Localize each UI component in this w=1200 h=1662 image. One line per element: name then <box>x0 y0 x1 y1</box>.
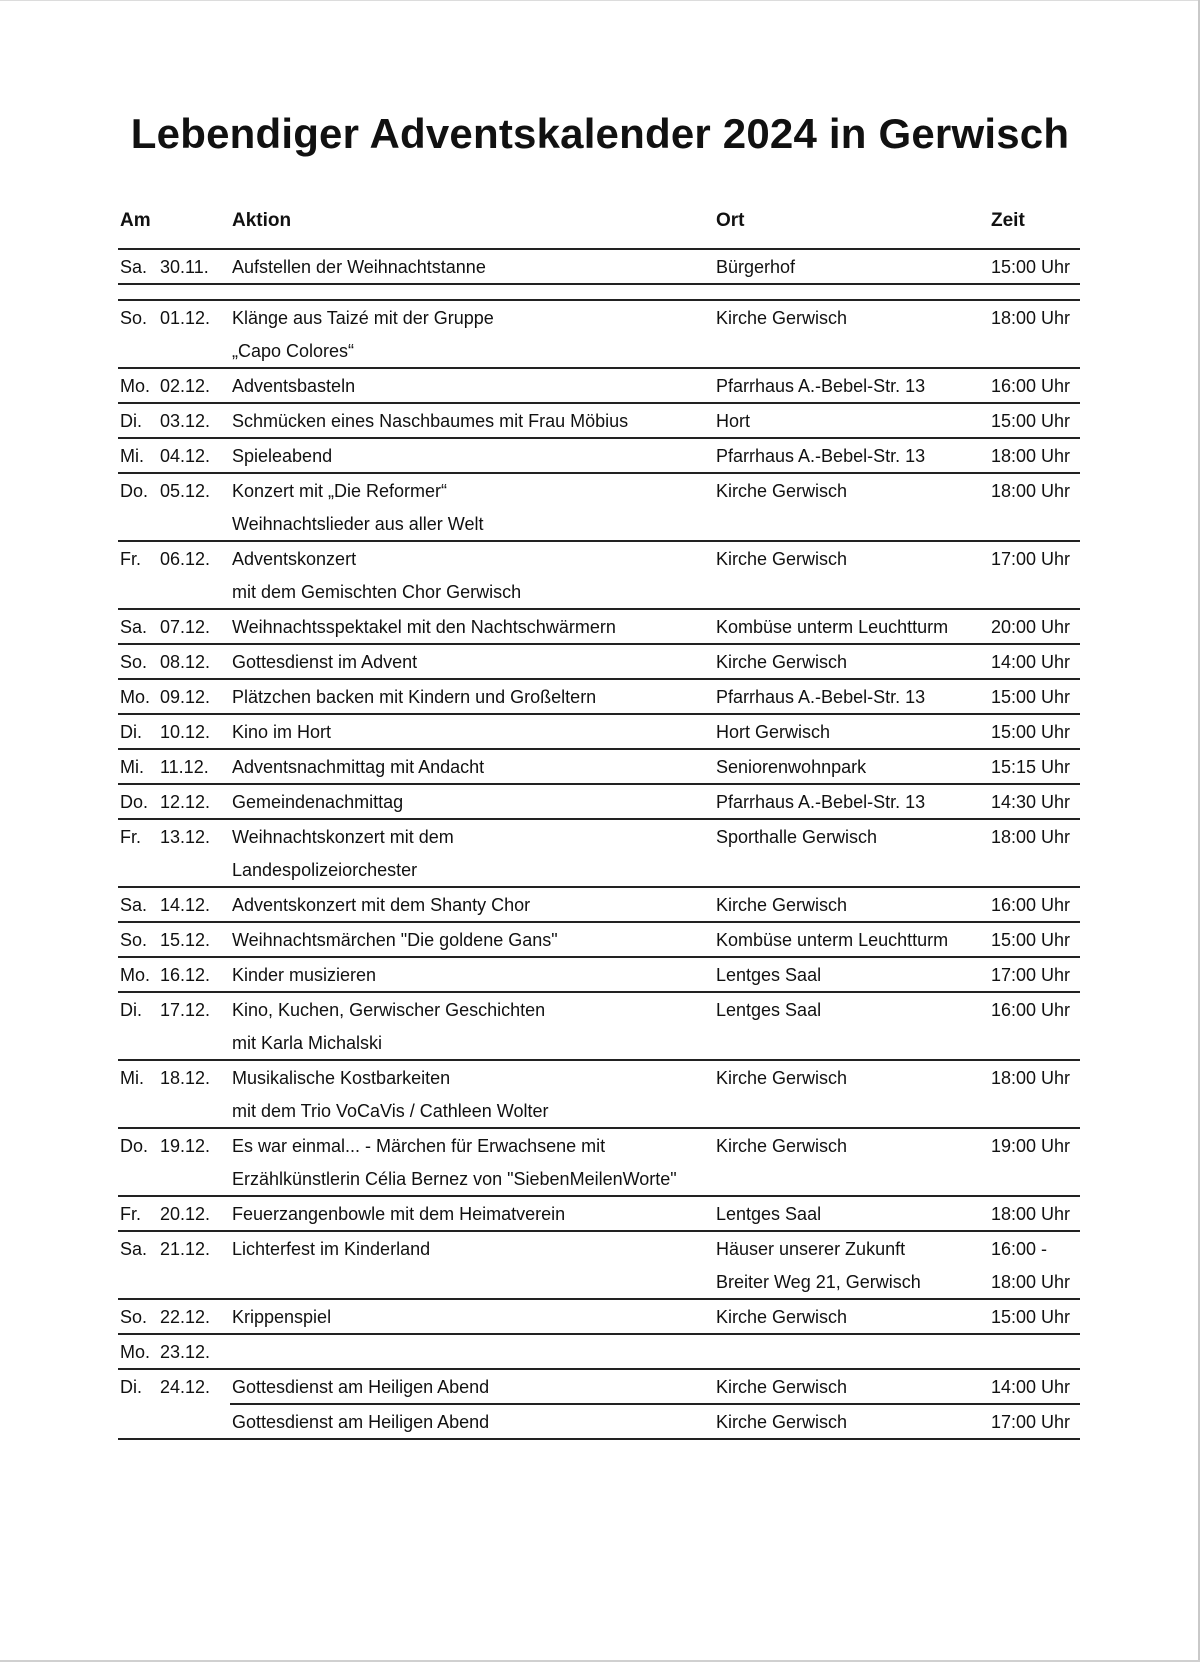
cell-action: mit Karla Michalski <box>232 1033 383 1053</box>
table-row <box>118 785 1080 820</box>
cell-action: mit dem Gemischten Chor Gerwisch <box>232 582 522 602</box>
row-line <box>118 1232 1080 1265</box>
cell-date: 01.12. <box>160 308 211 328</box>
row-line <box>118 507 1080 540</box>
cell-zeit: 16:00 - <box>991 1239 1048 1259</box>
cell-date: 10.12. <box>160 722 211 742</box>
cell-ort: Häuser unserer Zukunft <box>716 1239 906 1259</box>
row-line <box>118 1335 1080 1368</box>
cell-action: Plätzchen backen mit Kindern und Großeltern <box>232 687 597 707</box>
cell-zeit: 15:00 Uhr <box>991 1307 1071 1327</box>
row-line <box>118 369 1080 402</box>
row-line <box>118 958 1080 991</box>
cell-ort: Kirche Gerwisch <box>716 1307 848 1327</box>
cell-zeit: 14:00 Uhr <box>991 652 1071 672</box>
cell-zeit: 18:00 Uhr <box>991 446 1071 466</box>
cell-day: So. <box>120 1307 148 1327</box>
row-line <box>118 750 1080 783</box>
cell-ort: Lentges Saal <box>716 1204 822 1224</box>
table-header <box>118 200 1080 250</box>
table-row <box>118 1061 1080 1129</box>
cell-day: Mi. <box>120 757 144 777</box>
cell-date: 17.12. <box>160 1000 211 1020</box>
table-row <box>118 820 1080 888</box>
row-line <box>118 404 1080 437</box>
table-row <box>118 993 1080 1061</box>
cell-date: 19.12. <box>160 1136 211 1156</box>
cell-zeit: 16:00 Uhr <box>991 895 1071 915</box>
row-line <box>118 575 1080 608</box>
row-line <box>118 474 1080 507</box>
cell-zeit: 18:00 Uhr <box>991 308 1071 328</box>
cell-action: Adventskonzert mit dem Shanty Chor <box>232 895 531 915</box>
cell-action: Weihnachtsspektakel mit den Nachtschwärmern <box>232 617 616 637</box>
cell-day: Mi. <box>120 1068 144 1088</box>
cell-date: 18.12. <box>160 1068 211 1088</box>
cell-day: Fr. <box>120 549 141 569</box>
cell-day: Di. <box>120 411 142 431</box>
cell-ort: Hort Gerwisch <box>716 722 831 742</box>
row-line <box>120 1370 1080 1403</box>
cell-action: Landespolizeiorchester <box>232 860 418 880</box>
table-row <box>118 610 1080 645</box>
row-line <box>118 645 1080 678</box>
cell-day: Sa. <box>120 895 148 915</box>
cell-ort: Seniorenwohnpark <box>716 757 867 777</box>
table-row <box>118 1197 1080 1232</box>
cell-action: Konzert mit „Die Reformer“ <box>232 481 448 501</box>
cell-zeit: 16:00 Uhr <box>991 376 1071 396</box>
table-row <box>118 923 1080 958</box>
cell-action: Weihnachtslieder aus aller Welt <box>232 514 484 534</box>
cell-date: 08.12. <box>160 652 211 672</box>
cell-zeit: 18:00 Uhr <box>991 827 1071 847</box>
cell-day: Do. <box>120 481 149 501</box>
cell-action: Gottesdienst am Heiligen Abend <box>232 1412 490 1432</box>
cell-ort: Breiter Weg 21, Gerwisch <box>716 1272 921 1292</box>
table-row <box>118 645 1080 680</box>
row-line <box>118 610 1080 643</box>
cell-action: Spieleabend <box>232 446 333 466</box>
table-row <box>118 1335 1080 1370</box>
cell-date: 04.12. <box>160 446 211 466</box>
row-line <box>118 715 1080 748</box>
cell-action: mit dem Trio VoCaVis / Cathleen Wolter <box>232 1101 549 1121</box>
table-row <box>118 250 1080 285</box>
cell-action: Klänge aus Taizé mit der Gruppe <box>232 308 494 328</box>
cell-action: Musikalische Kostbarkeiten <box>232 1068 451 1088</box>
cell-ort: Pfarrhaus A.-Bebel-Str. 13 <box>716 376 926 396</box>
cell-ort: Kirche Gerwisch <box>716 1136 848 1156</box>
cell-ort: Bürgerhof <box>716 257 796 277</box>
table-row <box>118 439 1080 474</box>
cell-day: Mo. <box>120 687 151 707</box>
cell-zeit: 14:00 Uhr <box>991 1377 1071 1397</box>
cell-zeit: 18:00 Uhr <box>991 481 1071 501</box>
cell-day: Di. <box>120 722 142 742</box>
cell-action: Schmücken eines Naschbaumes mit Frau Möbius <box>232 411 629 431</box>
row-line <box>118 923 1080 956</box>
scan-edge-top <box>0 0 1200 1</box>
table-row <box>118 680 1080 715</box>
cell-zeit: 20:00 Uhr <box>991 617 1071 637</box>
cell-ort: Kirche Gerwisch <box>716 308 848 328</box>
table-row <box>118 542 1080 610</box>
cell-ort: Kombüse unterm Leuchtturm <box>716 617 949 637</box>
cell-date: 02.12. <box>160 376 211 396</box>
cell-date: 14.12. <box>160 895 211 915</box>
row-line <box>118 1026 1080 1059</box>
cell-zeit: 17:00 Uhr <box>991 1412 1071 1432</box>
table-row <box>118 474 1080 542</box>
row-line <box>118 1300 1080 1333</box>
cell-zeit: 15:15 Uhr <box>991 757 1071 777</box>
cell-date: 07.12. <box>160 617 211 637</box>
cell-zeit: 18:00 Uhr <box>991 1272 1071 1292</box>
cell-date: 13.12. <box>160 827 211 847</box>
cell-date: 21.12. <box>160 1239 211 1259</box>
cell-zeit: 15:00 Uhr <box>991 930 1071 950</box>
cell-day: Sa. <box>120 1239 148 1259</box>
cell-day: Sa. <box>120 617 148 637</box>
table-row <box>118 750 1080 785</box>
event-table <box>118 200 1080 1440</box>
cell-ort: Kirche Gerwisch <box>716 549 848 569</box>
row-line <box>118 542 1080 575</box>
cell-action: Feuerzangenbowle mit dem Heimatverein <box>232 1204 566 1224</box>
cell-date: 16.12. <box>160 965 211 985</box>
table-row <box>118 299 1080 369</box>
cell-day: Mi. <box>120 446 144 466</box>
row-line <box>118 250 1080 283</box>
cell-date: 05.12. <box>160 481 211 501</box>
header-am: Am <box>120 210 151 231</box>
cell-zeit: 16:00 Uhr <box>991 1000 1071 1020</box>
cell-action: Gottesdienst am Heiligen Abend <box>232 1377 490 1397</box>
cell-action-note: von "SiebenMeilenWorte" <box>468 1169 677 1189</box>
cell-date: 20.12. <box>160 1204 211 1224</box>
cell-day: Mo. <box>120 1342 151 1362</box>
cell-date: 03.12. <box>160 411 211 431</box>
row-line <box>118 301 1080 334</box>
table-row <box>118 715 1080 750</box>
row-line <box>118 785 1080 818</box>
cell-zeit: 14:30 Uhr <box>991 792 1071 812</box>
cell-zeit: 18:00 Uhr <box>991 1068 1071 1088</box>
cell-action: Adventsbasteln <box>232 376 356 396</box>
cell-action: Kinder musizieren <box>232 965 377 985</box>
cell-zeit: 15:00 Uhr <box>991 687 1071 707</box>
cell-day: So. <box>120 930 148 950</box>
cell-date: 15.12. <box>160 930 211 950</box>
cell-date: 23.12. <box>160 1342 211 1362</box>
cell-day: Fr. <box>120 1204 141 1224</box>
cell-ort: Kirche Gerwisch <box>716 1377 848 1397</box>
table-row <box>118 1405 1080 1440</box>
cell-action: Lichterfest im Kinderland <box>232 1239 431 1259</box>
cell-action: Gemeindenachmittag <box>232 792 404 812</box>
cell-ort: Pfarrhaus A.-Bebel-Str. 13 <box>716 792 926 812</box>
cell-action: Kino, Kuchen, Gerwischer Geschichten <box>232 1000 546 1020</box>
cell-date: 30.11. <box>160 257 209 277</box>
cell-date: 11.12. <box>160 757 209 777</box>
cell-ort: Pfarrhaus A.-Bebel-Str. 13 <box>716 687 926 707</box>
header-ort: Ort <box>716 210 745 231</box>
cell-action: Krippenspiel <box>232 1307 332 1327</box>
cell-action: Adventskonzert <box>232 549 357 569</box>
cell-ort: Kombüse unterm Leuchtturm <box>716 930 949 950</box>
cell-ort: Kirche Gerwisch <box>716 652 848 672</box>
cell-action: Weihnachtskonzert mit dem <box>232 827 454 847</box>
row-line <box>118 820 1080 853</box>
header-aktion: Aktion <box>232 210 292 231</box>
cell-day: Di. <box>120 1000 142 1020</box>
cell-date: 09.12. <box>160 687 211 707</box>
cell-day: Di. <box>120 1377 142 1397</box>
cell-zeit: 18:00 Uhr <box>991 1204 1071 1224</box>
cell-ort: Lentges Saal <box>716 965 822 985</box>
row-line <box>118 439 1080 472</box>
cell-date: 06.12. <box>160 549 211 569</box>
cell-ort: Hort <box>716 411 751 431</box>
row-line <box>118 1265 1080 1298</box>
cell-zeit: 17:00 Uhr <box>991 549 1071 569</box>
row-line <box>118 1405 1080 1438</box>
table-row <box>118 888 1080 923</box>
cell-zeit: 15:00 Uhr <box>991 411 1071 431</box>
cell-action: Erzählkünstlerin Célia Bernez von "SiebenMeilenWorte" <box>232 1169 677 1189</box>
cell-zeit: 17:00 Uhr <box>991 965 1071 985</box>
row-line <box>118 680 1080 713</box>
cell-ort: Pfarrhaus A.-Bebel-Str. 13 <box>716 446 926 466</box>
cell-ort: Kirche Gerwisch <box>716 481 848 501</box>
cell-action: „Capo Colores“ <box>232 341 355 361</box>
cell-ort: Sporthalle Gerwisch <box>716 827 878 847</box>
table-row <box>118 369 1080 404</box>
cell-day: Fr. <box>120 827 141 847</box>
cell-ort: Kirche Gerwisch <box>716 1412 848 1432</box>
header-zeit: Zeit <box>991 210 1025 231</box>
cell-action: Kino im Hort <box>232 722 332 742</box>
table-body <box>118 250 1080 1440</box>
row-line <box>118 1197 1080 1230</box>
cell-zeit: 15:00 Uhr <box>991 257 1071 277</box>
cell-action: Aufstellen der Weihnachtstanne <box>232 257 486 277</box>
cell-ort: Kirche Gerwisch <box>716 895 848 915</box>
cell-day: So. <box>120 652 148 672</box>
row-line <box>118 334 1080 367</box>
cell-date: 22.12. <box>160 1307 211 1327</box>
row-line <box>118 1094 1080 1127</box>
cell-ort: Kirche Gerwisch <box>716 1068 848 1088</box>
cell-zeit: 19:00 Uhr <box>991 1136 1071 1156</box>
row-line <box>118 853 1080 886</box>
cell-day: Mo. <box>120 965 151 985</box>
row-line <box>118 1129 1080 1162</box>
table-row <box>118 1300 1080 1335</box>
table-row <box>118 1232 1080 1300</box>
row-line <box>118 1061 1080 1094</box>
cell-action: Gottesdienst im Advent <box>232 652 418 672</box>
row-line <box>118 888 1080 921</box>
table-row <box>118 404 1080 439</box>
page-title: Lebendiger Adventskalender 2024 in Gerwisch <box>130 110 1070 157</box>
row-line <box>118 993 1080 1026</box>
cell-ort: Lentges Saal <box>716 1000 822 1020</box>
row-line <box>118 1162 1080 1195</box>
cell-day: Sa. <box>120 257 148 277</box>
cell-day: Do. <box>120 792 149 812</box>
cell-zeit: 15:00 Uhr <box>991 722 1071 742</box>
table-row <box>118 1129 1080 1197</box>
cell-date: 24.12. <box>160 1377 211 1397</box>
cell-date: 12.12. <box>160 792 211 812</box>
cell-action: Es war einmal... - Märchen für Erwachsene mit <box>232 1136 606 1156</box>
cell-action: Adventsnachmittag mit Andacht <box>232 757 485 777</box>
table-row <box>118 958 1080 993</box>
table-row <box>120 1370 1080 1405</box>
cell-day: Do. <box>120 1136 149 1156</box>
cell-day: So. <box>120 308 148 328</box>
cell-action: Weihnachtsmärchen "Die goldene Gans" <box>232 930 558 950</box>
cell-day: Mo. <box>120 376 151 396</box>
